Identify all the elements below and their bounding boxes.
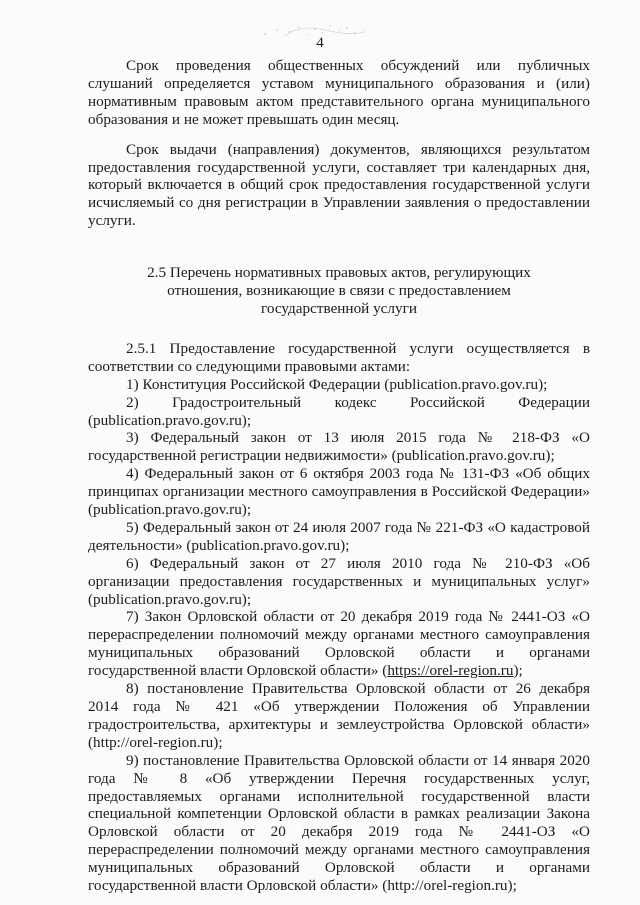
section-heading-line: 2.5 Перечень нормативных правовых актов, регулирующих [147, 264, 531, 282]
page-number: 4 [316, 35, 324, 51]
list-item: 8) постановление Правительства Орловской области от 26 декабря 2014 года № 421 «Об утверждении Положения об Управлении градостроительства, архитектуры и землеустройства Орловской области» (http://orel-region.ru); [88, 680, 590, 751]
list-item: 9) постановление Правительства Орловской области от 14 января 2020 года № 8 «Об утверждении Перечня государственных услуг, предоставляемых органами исполнительной государственной власти специальной компетенции Орловской области в рамках реализации Закона Орловской области от 20 декабря 2019 года № 2441-ОЗ «О перераспределении полномочий между органами местного самоуправления муниципальных образований Орловской области и органами государственной власти Орловской области» (http://orel-region.ru); [88, 751, 590, 895]
list-item [88, 608, 590, 680]
section-heading-line: отношения, возникающие в связи с предоставлением [167, 282, 511, 300]
list-item-text: 7) Закон Орловской области от 20 декабря 2019 года № 2441-ОЗ «О перераспределении полномочий между органами местного самоуправления муниципальных образований Орловской области и органами государственной власти Орловской области» ( [88, 608, 590, 680]
list-item: 3) Федеральный закон от 13 июля 2015 года № 218-ФЗ «О государственной регистрации недвижимости» (publication.pravo.gov.ru); [88, 429, 590, 465]
section-heading-line: государственной услуги [261, 299, 417, 317]
section-intro: 2.5.1 Предоставление государственной услуги осуществляется в соответствии со следующими правовыми актами: [88, 339, 590, 375]
list-item: 2) Градостроительный кодекс Российской Федерации (publication.pravo.gov.ru); [88, 393, 590, 429]
list-item: 4) Федеральный закон от 6 октября 2003 года № 131-ФЗ «Об общих принципах организации местного самоуправления в Российской Федерации» (publication.pravo.gov.ru); [88, 465, 590, 519]
paragraph-public-hearings: Срок проведения общественных обсуждений или публичных слушаний определяется уставом муниципального образования и (или) нормативным правовым актом представительного органа муниципального образования и не может превышать один месяц. [88, 57, 590, 128]
paragraph-issue-period: Срок выдачи (направления) документов, являющихся результатом предоставления государственной услуги, составляет три календарных дня, который включается в общий срок предоставления государственной услуги исчисляемый со дня регистрации в Управлении заявления о предоставлении услуги. [88, 140, 590, 230]
list-item: 5) Федеральный закон от 24 июля 2007 года № 221-ФЗ «О кадастровой деятельности» (publication.pravo.gov.ru); [88, 518, 590, 554]
orel-region-link[interactable]: https://orel-region.ru [387, 662, 514, 680]
document-body [88, 57, 590, 895]
list-item: 1) Конституция Российской Федерации (publication.pravo.gov.ru); [126, 375, 548, 393]
list-item: 6) Федеральный закон от 27 июля 2010 года № 210-ФЗ «Об организации предоставления государственных и муниципальных услуг» (publication.pravo.gov.ru); [88, 554, 590, 608]
list-item-tail: ); [513, 662, 523, 680]
section-heading [88, 264, 590, 318]
